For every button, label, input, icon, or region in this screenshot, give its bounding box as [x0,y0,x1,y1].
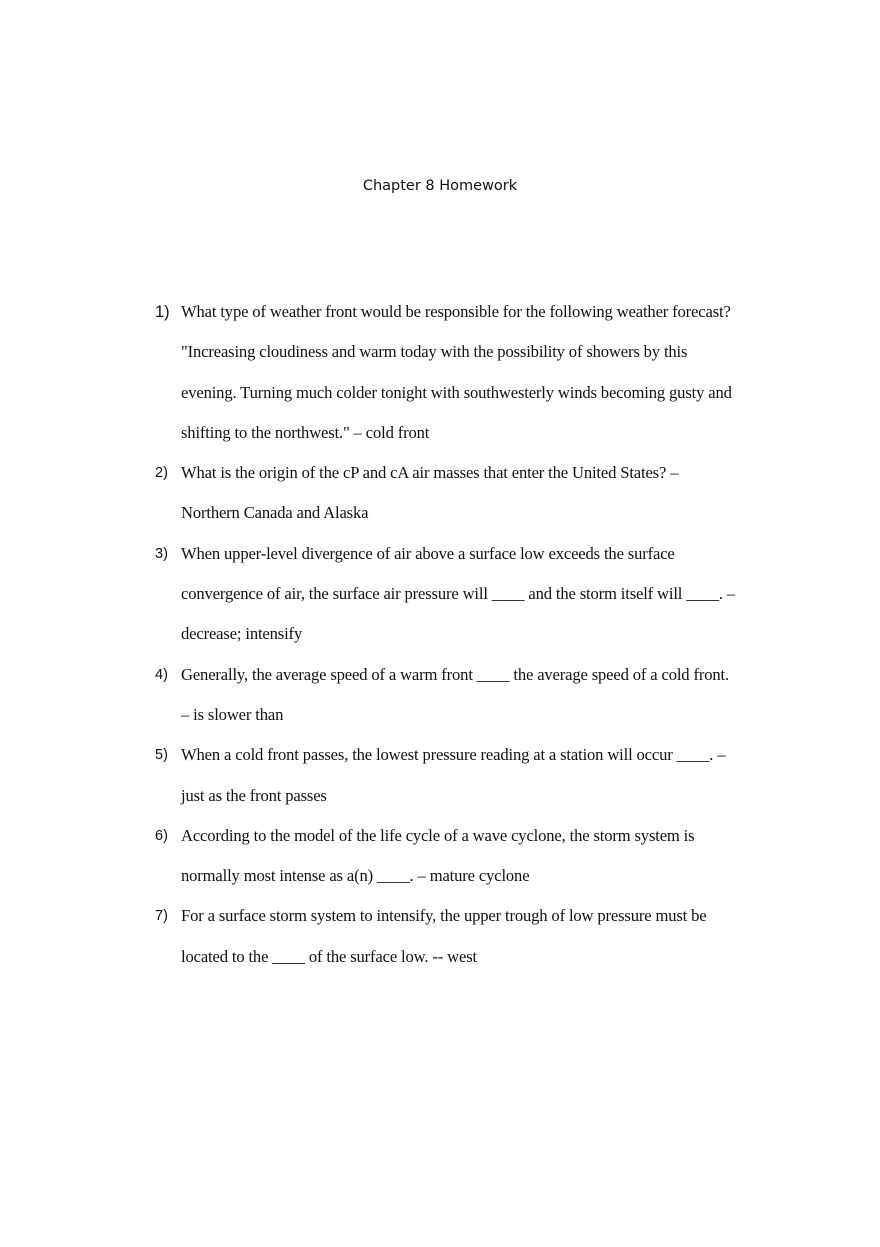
question-text: When upper-level divergence of air above a surface low exceeds the surface [181,543,675,563]
answer-text: Northern Canada and Alaska [181,503,369,523]
question-number: 7) [155,908,168,925]
question-6 [0,816,880,897]
answer-text: – is slower than [181,704,284,724]
question-4 [0,655,880,736]
answer-text: located to the ____ of the surface low. -- west [181,946,477,966]
answer-text: shifting to the northwest." – cold front [181,422,430,442]
question-number: 1) [155,303,170,321]
question-text: "Increasing cloudiness and warm today with the possibility of showers by this [181,342,688,362]
answer-text: normally most intense as a(n) ____. – mature cyclone [181,866,530,886]
question-number: 4) [155,666,168,683]
question-number: 6) [155,827,168,844]
question-list [0,292,880,977]
question-3 [0,534,880,655]
question-text: evening. Turning much colder tonight with southwesterly winds becoming gusty and [181,382,732,402]
question-text: Generally, the average speed of a warm front ____ the average speed of a cold front. [181,664,729,684]
question-text: What is the origin of the cP and cA air masses that enter the United States? – [181,463,679,483]
question-1 [0,292,880,453]
answer-text: just as the front passes [181,785,327,805]
answer-text: decrease; intensify [181,624,303,644]
question-number: 3) [155,545,168,562]
question-7 [0,896,880,977]
question-text: What type of weather front would be responsible for the following weather forecast? [181,302,731,321]
question-text: When a cold front passes, the lowest pressure reading at a station will occur ____. – [181,745,726,765]
question-number: 5) [155,747,168,764]
question-2 [0,453,880,534]
document-title: Chapter 8 Homework [362,178,518,194]
question-5 [0,735,880,816]
question-text: According to the model of the life cycle of a wave cyclone, the storm system is [181,825,695,845]
question-text: For a surface storm system to intensify, the upper trough of low pressure must be [181,906,707,926]
question-number: 2) [155,465,168,482]
question-text: convergence of air, the surface air pressure will ____ and the storm itself will ____. – [181,584,735,604]
